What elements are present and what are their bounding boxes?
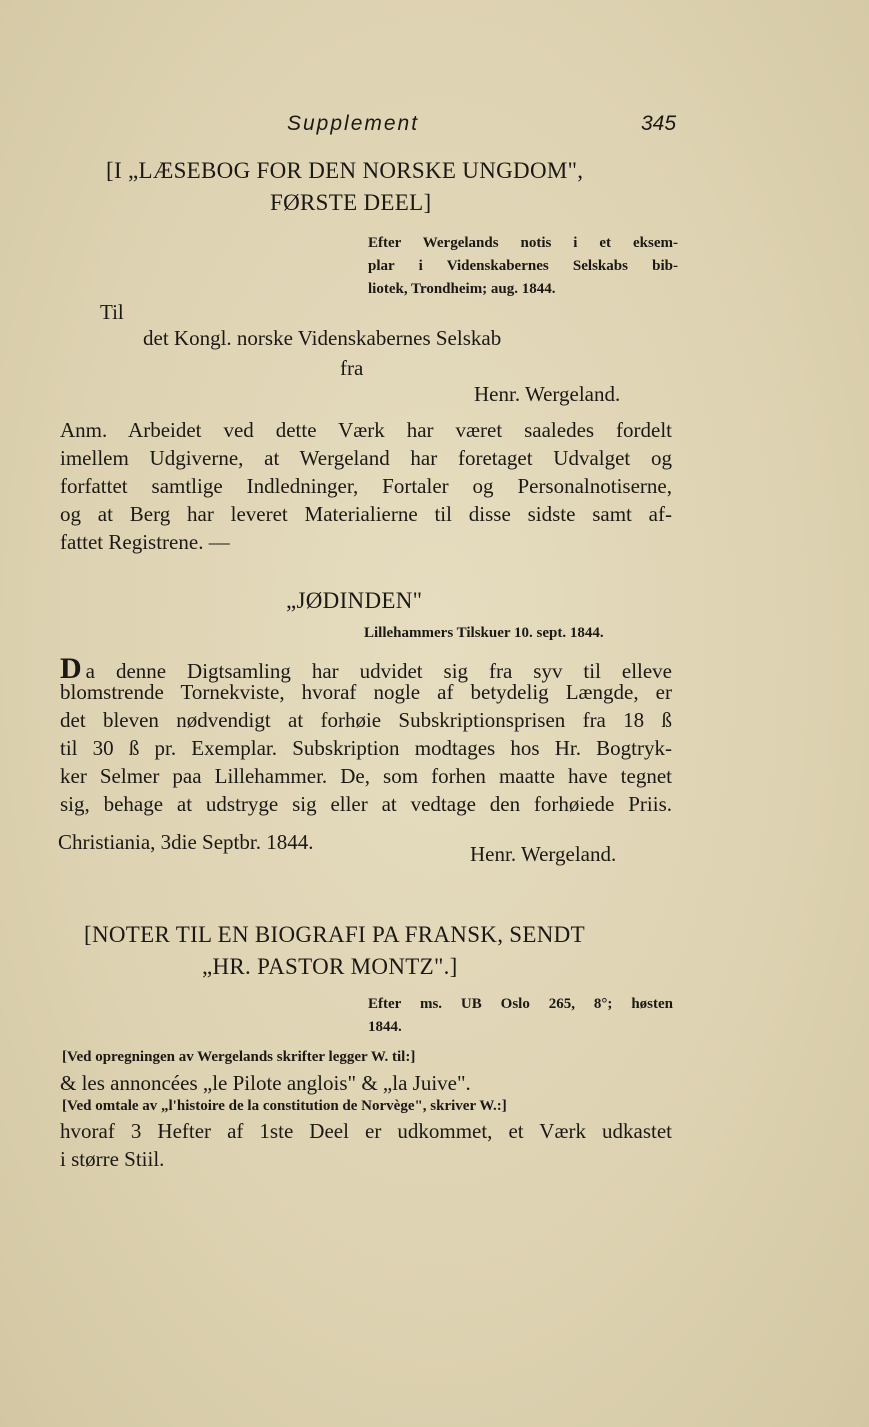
editor-note-1: [Ved opregningen av Wergelands skrifter legger W. til:] [62, 1049, 416, 1065]
section3-text1: & les annoncées „le Pilote anglois" & „la Juive". [60, 1071, 471, 1095]
note-line: Anm. Arbeidet ved dette Værk har været saaledes fordelt [60, 418, 672, 442]
body-line: blomstrende Tornekviste, hvoraf nogle af betydelig Længde, er [60, 680, 672, 704]
section3-text2 [60, 1119, 672, 1175]
body-line: ker Selmer paa Lillehammer. De, som forhen maatte have tegnet [60, 764, 672, 788]
running-head: Supplement [287, 112, 420, 135]
section2-source: Lillehammers Tilskuer 10. sept. 1844. [364, 625, 604, 641]
body-line: a denne Digtsamling har udvidet sig fra syv til elleve [85, 659, 672, 683]
note-line: imellem Udgiverne, at Wergeland har foretaget Udvalget og [60, 446, 672, 470]
body-line: sig, behage at udstryge sig eller at vedtage den forhøiede Priis. [60, 792, 672, 816]
note-line: fattet Registrene. — [60, 530, 230, 554]
text-line: i større Stiil. [60, 1147, 165, 1171]
dedication-signature: Henr. Wergeland. [474, 382, 621, 406]
dedication-til: Til [100, 300, 124, 324]
dedication-fra: fra [340, 356, 364, 380]
section1-title-line1: [I „LÆSEBOG FOR DEN NORSKE UNGDOM", [106, 158, 584, 183]
section2-signature: Henr. Wergeland. [470, 842, 617, 866]
section2-body [60, 652, 672, 820]
section1-source [368, 232, 678, 301]
body-line: til 30 ß pr. Exemplar. Subskription modtages hos Hr. Bogtryk- [60, 736, 672, 760]
section1-note [60, 418, 672, 558]
source-line: 1844. [368, 1019, 402, 1035]
note-line: og at Berg har leveret Materialierne til disse sidste samt af- [60, 502, 672, 526]
note-line: forfattet samtlige Indledninger, Fortaler og Personalnotiserne, [60, 474, 672, 498]
text-line: hvoraf 3 Hefter af 1ste Deel er udkommet, et Værk udkastet [60, 1119, 672, 1143]
section3-title-line2: „HR. PASTOR MONTZ".] [202, 954, 458, 979]
source-line: Efter ms. UB Oslo 265, 8°; høsten [368, 996, 673, 1012]
body-first-line [60, 652, 672, 685]
source-line: Efter Wergelands notis i et eksem- [368, 235, 678, 251]
section2-title: „JØDINDEN" [286, 588, 423, 613]
section1-title-line2: FØRSTE DEEL] [270, 190, 432, 215]
source-line: liotek, Trondheim; aug. 1844. [368, 281, 556, 297]
place-date: Christiania, 3die Septbr. 1844. [58, 830, 314, 854]
drop-initial: D [60, 652, 82, 685]
page-number: 345 [641, 112, 677, 135]
section3-source [368, 993, 673, 1039]
dedication-line: det Kongl. norske Videnskabernes Selskab [143, 326, 502, 350]
editor-note-2: [Ved omtale av „l'histoire de la constitution de Norvège", skriver W.:] [62, 1098, 507, 1114]
section3-title-line1: [NOTER TIL EN BIOGRAFI PA FRANSK, SENDT [84, 922, 585, 947]
body-line: det bleven nødvendigt at forhøie Subskriptionsprisen fra 18 ß [60, 708, 672, 732]
source-line: plar i Videnskabernes Selskabs bib- [368, 258, 678, 274]
